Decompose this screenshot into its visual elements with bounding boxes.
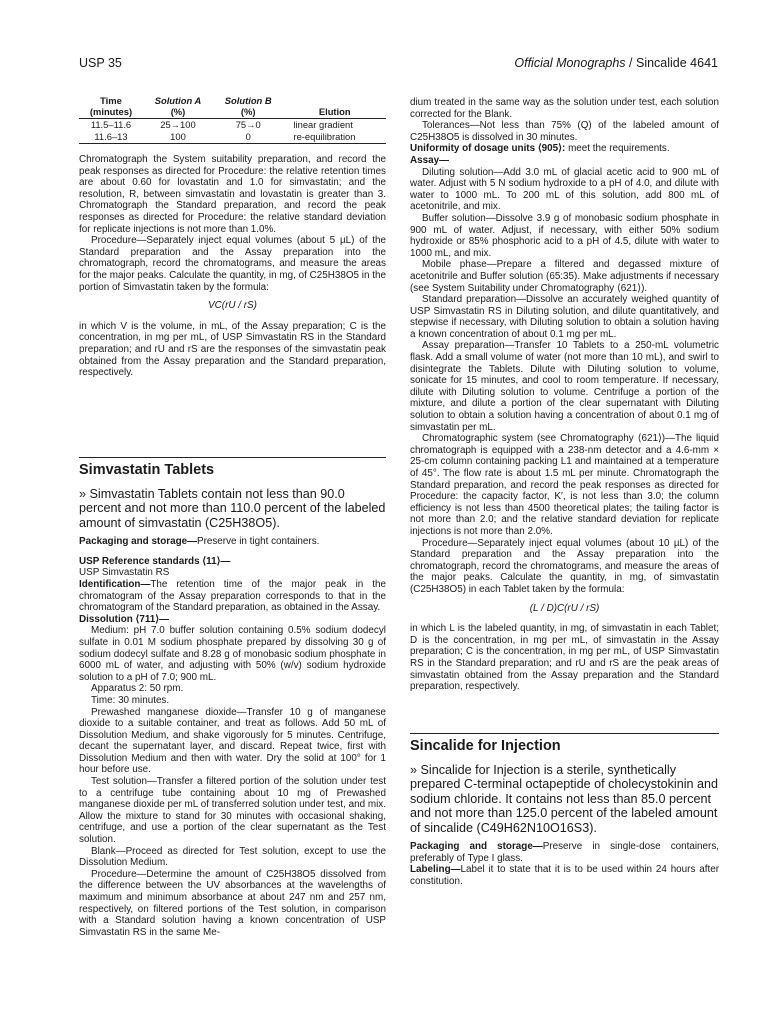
- table-header: (%): [143, 107, 213, 119]
- test-solution-paragraph: Test solution—Transfer a filtered portion of the solution under test to a centrifuge tube containing about 10 mg of Prewashed manganese dioxide per mL of transferred solution under test, and mix. Allow the mixture to stand for 30 minutes with occasional shaking, centrifuge, and use a portion of the clear supernatant as the Test solution.: [79, 776, 386, 846]
- labeling-paragraph: Labeling—Label it to state that it is to be used within 24 hours after constitution.: [410, 864, 719, 887]
- table-cell: linear gradient: [293, 119, 353, 130]
- assay-formula-definitions: in which L is the labeled quantity, in mg, of simvastatin in each Tablet; D is the concentration, in mg per mL, of simvastatin in the Assay preparation; C is the concentration, in mg per mL, of USP Simvastatin RS in the Standard preparation; and rU and rS are the peak areas of simvastatin obtained from the Assay preparation and the Standard preparation, respectively.: [410, 623, 719, 693]
- assay-procedure-paragraph: Procedure—Separately inject equal volumes (about 10 µL) of the Standard preparation and the Assay preparation into the chromatograph, record the chromatograms, and measure the areas of the major peaks. Calculate the quantity, in mg, of simvastatin (C25H38O5) in each Tablet taken by the formula:: [410, 537, 719, 595]
- buffer-solution-paragraph: Buffer solution—Dissolve 3.9 g of monobasic sodium phosphate in 900 mL of water. Adjust, if necessary, with either 50% sodium hydroxide or 85% phosphoric acid to a pH of 4.5, dilute with water to 1000 mL, and mix.: [410, 212, 719, 259]
- monograph-title-simvastatin-tablets: Simvastatin Tablets: [79, 457, 386, 479]
- monograph-title-sincalide: Sincalide for Injection: [410, 733, 719, 755]
- table-header: (minutes): [79, 107, 143, 119]
- packaging-label: Packaging and storage—: [79, 536, 197, 548]
- table-header: Solution B: [224, 95, 272, 106]
- table-cell: 25→100: [160, 119, 196, 130]
- table-cell: 11.6–13: [79, 131, 143, 144]
- sincalide-intro: » Sincalide for Injection is a sterile, synthetically prepared C-terminal octapeptide of cholecystokinin and sodium chloride. It contains not less than 85.0 percent and not more than 125.0 percent of the labeled amount of sincalide (C49H62N10O16S3).: [410, 762, 719, 835]
- left-column: [79, 96, 386, 938]
- prewashed-paragraph: Prewashed manganese dioxide—Transfer 10 g of manganese dioxide to a suitable container, and treat as follows. Add 50 mL of Dissolution Medium, and shake vigorously for 5 minutes. Centrifuge, decant the supernatant layer, and discard. Repeat twice, first with Dissolution Medium and then with water. Dry the solid at 100° for 1 hour before use.: [79, 706, 386, 776]
- gradient-table: [79, 96, 386, 144]
- table-cell: 11.5–11.6: [90, 119, 132, 130]
- table-header: Elution: [283, 107, 386, 119]
- uniformity-label: Uniformity of dosage units ⟨905⟩:: [410, 143, 566, 155]
- monograph-intro: » Simvastatin Tablets contain not less than 90.0 percent and not more than 110.0 percent of the labeled amount of simvastatin (C25H38O5).: [79, 486, 386, 530]
- table-cell: 0: [213, 131, 283, 144]
- table-row: [79, 131, 386, 144]
- header-page-number: / Sincalide 4641: [625, 56, 718, 70]
- table-header: Time: [100, 95, 122, 106]
- apparatus-paragraph: Apparatus 2: 50 rpm.: [91, 683, 184, 695]
- table-cell: 75→0: [235, 119, 261, 130]
- chromatographic-system-paragraph: Chromatographic system (see Chromatography ⟨621⟩)—The liquid chromatograph is equipped with a 238-nm detector and a 4.6-mm × 25-cm column containing packing L1 and maintained at a temperature of 45°. The flow rate is about 1.5 mL per minute. Chromatograph the Standard preparation, and record the peak responses as directed for Procedure: the capacity factor, K′, is not less than 3.0; the column efficiency is not less than 4500 theoretical plates; the tailing factor is not more than 2.0; and the relative standard deviation for replicate injections is not more than 2.0%.: [410, 433, 719, 537]
- formula-definitions: in which V is the volume, in mL, of the Assay preparation; C is the concentration, in mg per mL, of USP Simvastatin RS in the Standard preparation; and rU and rS are the responses of the simvastatin peak obtained from the Assay preparation and the Standard preparation, respectively.: [79, 320, 386, 379]
- system-suitability-paragraph: Chromatograph the System suitability preparation, and record the peak responses as directed for Procedure: the relative retention times are about 0.60 for lovastatin and 1.0 for simvastatin; and the resolution, R, between simvastatin and lovastatin is greater than 3. Chromatograph the Standard preparation, and record the peak responses as directed for Procedure: the relative standard deviation for replicate injections is not more than 1.0%.: [79, 154, 386, 235]
- identification-paragraph: Identification—The retention time of the major peak in the chromatogram of the Assay preparation corresponds to that in the chromatogram of the Standard preparation, as obtained in the Assay.: [79, 578, 386, 614]
- reference-standards-text: USP Simvastatin RS: [79, 567, 170, 579]
- medium-paragraph: Medium: pH 7.0 buffer solution containing 0.5% sodium dodecyl sulfate in 0.01 M sodium phosphate prepared by dissolving 30 g of sodium dodecyl sulfate and 8.28 g of monobasic sodium phosphate in 6000 mL of water, and adjusting with 50% (w/v) sodium hydroxide solution to a pH of 7.0; 900 mL.: [79, 625, 386, 683]
- blank-paragraph: Blank—Proceed as directed for Test solution, except to use the Dissolution Medium.: [79, 845, 386, 869]
- assay-formula: (L / D)C(rU / rS): [529, 602, 600, 614]
- table-row: [79, 119, 386, 131]
- continuation-paragraph: dium treated in the same way as the solution under test, each solution corrected for the Blank.: [410, 97, 719, 120]
- table-header: (%): [213, 107, 283, 119]
- assay-preparation-paragraph: Assay preparation—Transfer 10 Tablets to a 250-mL volumetric flask. Add a small volume of water (not more than 10 mL), and swirl to disintegrate the Tablets. Dilute with Diluting solution to volume, sonicate for 15 minutes, and cool to room temperature. If necessary, dilute with Diluting solution to volume. Centrifuge a portion of the mixture, and dilute a portion of the clear supernatant with Diluting solution to obtain a solution having a concentration of about 0.1 mg of simvastatin per mL.: [410, 340, 719, 433]
- table-cell: re-equilibration: [283, 131, 386, 144]
- packaging-paragraph: Packaging and storage—Preserve in tight containers.: [79, 536, 320, 548]
- assay-label: Assay—: [410, 154, 449, 166]
- header-section-name: Official Monographs: [514, 56, 626, 70]
- table-header-row-1: [79, 96, 386, 107]
- mobile-phase-paragraph: Mobile phase—Prepare a filtered and degassed mixture of acetonitrile and Buffer solution (65:35). Make adjustments if necessary (see System Suitability under Chromatography ⟨621⟩).: [410, 259, 719, 294]
- table-header-row-2: [79, 107, 386, 119]
- dissolution-procedure-paragraph: Procedure—Determine the amount of C25H38O5 dissolved from the difference between the UV absorbances at the wavelengths of maximum and minimum absorbance at about 247 nm and 257 nm, respectively, on filtered portions of the Test solution, in comparison with a Standard solution having a known concentration of USP Simvastatin RS in the same Me-: [79, 868, 386, 938]
- labeling-label: Labeling—: [410, 864, 461, 876]
- reference-standards-label: USP Reference standards ⟨11⟩—: [79, 555, 231, 567]
- right-column: [410, 97, 719, 888]
- diluting-solution-paragraph: Diluting solution—Add 3.0 mL of glacial acetic acid to 900 mL of water. Adjust with 5 N sodium hydroxide to a pH of 4.0, and dilute with water to 1000 mL. To 200 mL of this solution, add 800 mL of acetonitrile, and mix.: [410, 166, 719, 213]
- dissolution-label: Dissolution ⟨711⟩—: [79, 613, 170, 625]
- running-header-right: [514, 56, 718, 70]
- running-header-left: USP 35: [79, 56, 122, 70]
- table-header: Solution A: [154, 95, 202, 106]
- sincalide-packaging-paragraph: Packaging and storage—Preserve in single-dose containers, preferably of Type I glass.: [410, 841, 720, 864]
- time-paragraph: Time: 30 minutes.: [91, 694, 170, 706]
- standard-preparation-paragraph: Standard preparation—Dissolve an accurately weighed quantity of USP Simvastatin RS in Diluting solution, and dilute quantitatively, and stepwise if necessary, with Diluting solution to obtain a solution having a known concentration of about 0.1 mg per mL.: [410, 294, 719, 340]
- identification-label: Identification—: [79, 578, 151, 590]
- table-header: [283, 96, 386, 107]
- table-cell: 100: [143, 131, 213, 144]
- sincalide-packaging-label: Packaging and storage—: [410, 841, 543, 853]
- uniformity-paragraph: Uniformity of dosage units ⟨905⟩: meet the requirements.: [410, 143, 670, 155]
- formula: VC(rU / rS): [208, 300, 257, 312]
- procedure-paragraph: Procedure—Separately inject equal volumes (about 5 µL) of the Standard preparation and the Assay preparation into the chromatograph, record the chromatograms, and measure the areas for the major peaks. Calculate the quantity, in mg, of C25H38O5 in the portion of Simvastatin taken by the formula:: [79, 235, 386, 293]
- tolerances-paragraph: Tolerances—Not less than 75% (Q) of the labeled amount of C25H38O5 is dissolved in 30 minutes.: [410, 120, 719, 143]
